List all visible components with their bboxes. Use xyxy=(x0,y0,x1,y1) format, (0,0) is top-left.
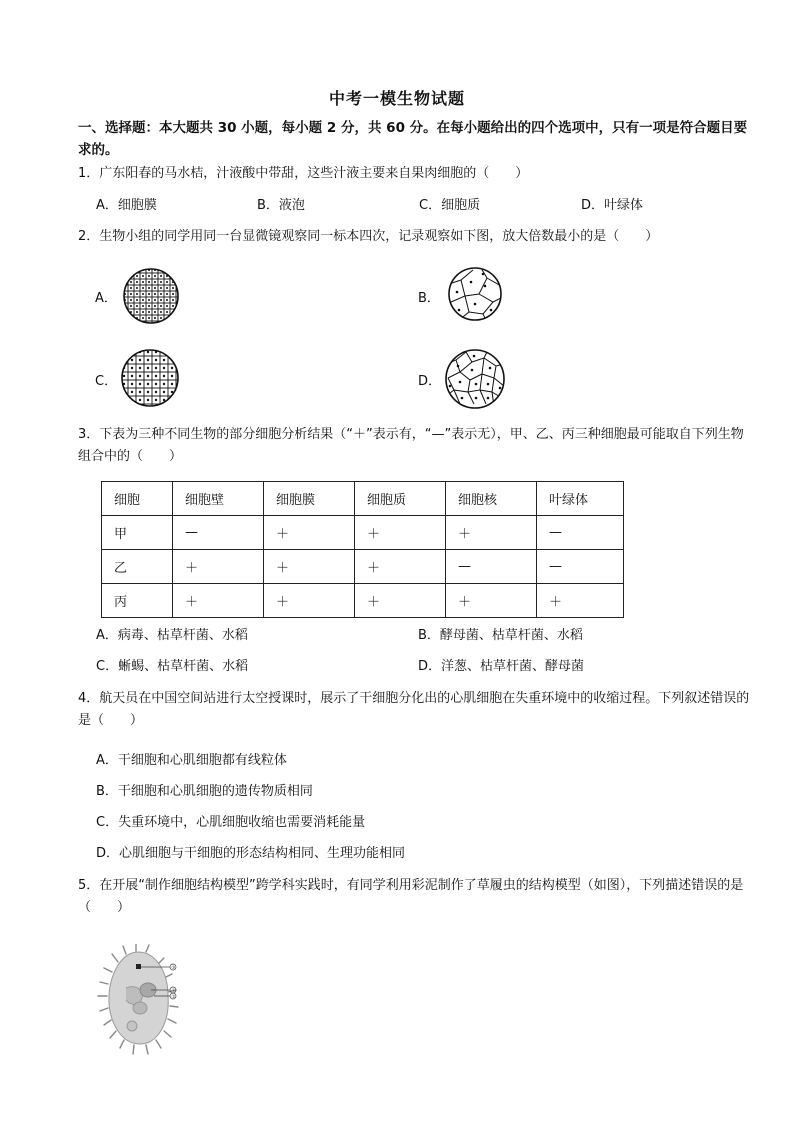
paramecium-model-figure xyxy=(96,944,192,1056)
table-header-cell: 细胞核 xyxy=(446,482,537,516)
question-1-stem: 1．广东阳春的马水桔，汁液酸中带甜，这些汁液主要来自果肉细胞的（ ） xyxy=(78,166,529,181)
table-header-cell: 细胞壁 xyxy=(173,482,264,516)
table-cell: ＋ xyxy=(173,584,264,618)
table-cell: — xyxy=(446,550,537,584)
table-cell: — xyxy=(537,550,624,584)
table-cell: — xyxy=(173,516,264,550)
q3-option-d: D．洋葱、枯草杆菌、酵母菌 xyxy=(418,659,585,674)
page-title: 中考一模生物试题 xyxy=(328,89,465,108)
question-3-stem: 3．下表为三种不同生物的部分细胞分析结果（“＋”表示有，“—”表示无），甲、乙、丙三种细胞最可能取自下列生物组合中的（ ） xyxy=(78,427,744,464)
q1-option-c: C．细胞质 xyxy=(419,198,481,213)
section-heading: 一、选择题：本大题共 30 小题，每小题 2 分，共 60 分。在每小题给出的四个选项中，只有一项是符合题目要求的。 xyxy=(78,120,748,158)
microscope-view-a xyxy=(122,267,180,325)
question-5-stem: 5．在开展“制作细胞结构模型”跨学科实践时，有同学利用彩泥制作了草履虫的结构模型（如图），下列描述错误的是（ ） xyxy=(78,878,744,915)
cell-analysis-table xyxy=(101,481,624,618)
table-cell: ＋ xyxy=(537,584,624,618)
q4-option-c: C．失重环境中，心肌细胞收缩也需要消耗能量 xyxy=(96,815,366,830)
table-header-cell: 叶绿体 xyxy=(537,482,624,516)
q4-option-a: A．干细胞和心肌细胞都有线粒体 xyxy=(96,753,287,768)
table-cell: 甲 xyxy=(102,516,173,550)
table-cell: 乙 xyxy=(102,550,173,584)
table-cell: ＋ xyxy=(264,584,355,618)
table-row xyxy=(102,584,624,618)
q2-label-c: C． xyxy=(95,374,118,389)
q2-label-a: A． xyxy=(95,291,117,306)
q1-option-b: B．液泡 xyxy=(257,198,305,213)
microscope-view-b xyxy=(447,266,503,322)
q4-option-b: B．干细胞和心肌细胞的遗传物质相同 xyxy=(96,784,313,799)
table-header-cell: 细胞 xyxy=(102,482,173,516)
q2-label-b: B． xyxy=(418,291,440,306)
callout-3: ③ xyxy=(171,966,176,971)
q3-option-b: B．酵母菌、枯草杆菌、水稻 xyxy=(418,628,583,643)
table-cell: ＋ xyxy=(264,516,355,550)
q1-option-d: D．叶绿体 xyxy=(581,198,644,213)
microscope-view-c xyxy=(120,348,180,408)
table-row xyxy=(102,550,624,584)
table-header-cell: 细胞膜 xyxy=(264,482,355,516)
question-4-stem: 4．航天员在中国空间站进行太空授课时，展示了干细胞分化出的心肌细胞在失重环境中的收缩过程。下列叙述错误的是（ ） xyxy=(78,691,750,728)
microscope-view-d xyxy=(444,348,506,410)
table-cell: ＋ xyxy=(446,516,537,550)
q3-option-a: A．病毒、枯草杆菌、水稻 xyxy=(96,628,248,643)
table-row xyxy=(102,516,624,550)
q2-label-d: D． xyxy=(418,374,442,389)
table-cell: 丙 xyxy=(102,584,173,618)
q4-option-d: D．心肌细胞与干细胞的形态结构相同、生理功能相同 xyxy=(96,846,406,861)
table-header-cell: 细胞质 xyxy=(355,482,446,516)
q1-option-a: A．细胞膜 xyxy=(96,198,157,213)
question-2-stem: 2．生物小组的同学用同一台显微镜观察同一标本四次，记录观察如下图，放大倍数最小的是（ ） xyxy=(78,229,659,244)
table-cell: — xyxy=(537,516,624,550)
table-header-row xyxy=(102,482,624,516)
callout-2: ② xyxy=(171,995,176,1000)
table-cell: ＋ xyxy=(446,584,537,618)
table-cell: ＋ xyxy=(355,550,446,584)
table-cell: ＋ xyxy=(355,516,446,550)
table-cell: ＋ xyxy=(173,550,264,584)
table-cell: ＋ xyxy=(355,584,446,618)
table-cell: ＋ xyxy=(264,550,355,584)
callout-1: ① xyxy=(171,989,176,994)
q3-option-c: C．蜥蜴、枯草杆菌、水稻 xyxy=(96,659,249,674)
